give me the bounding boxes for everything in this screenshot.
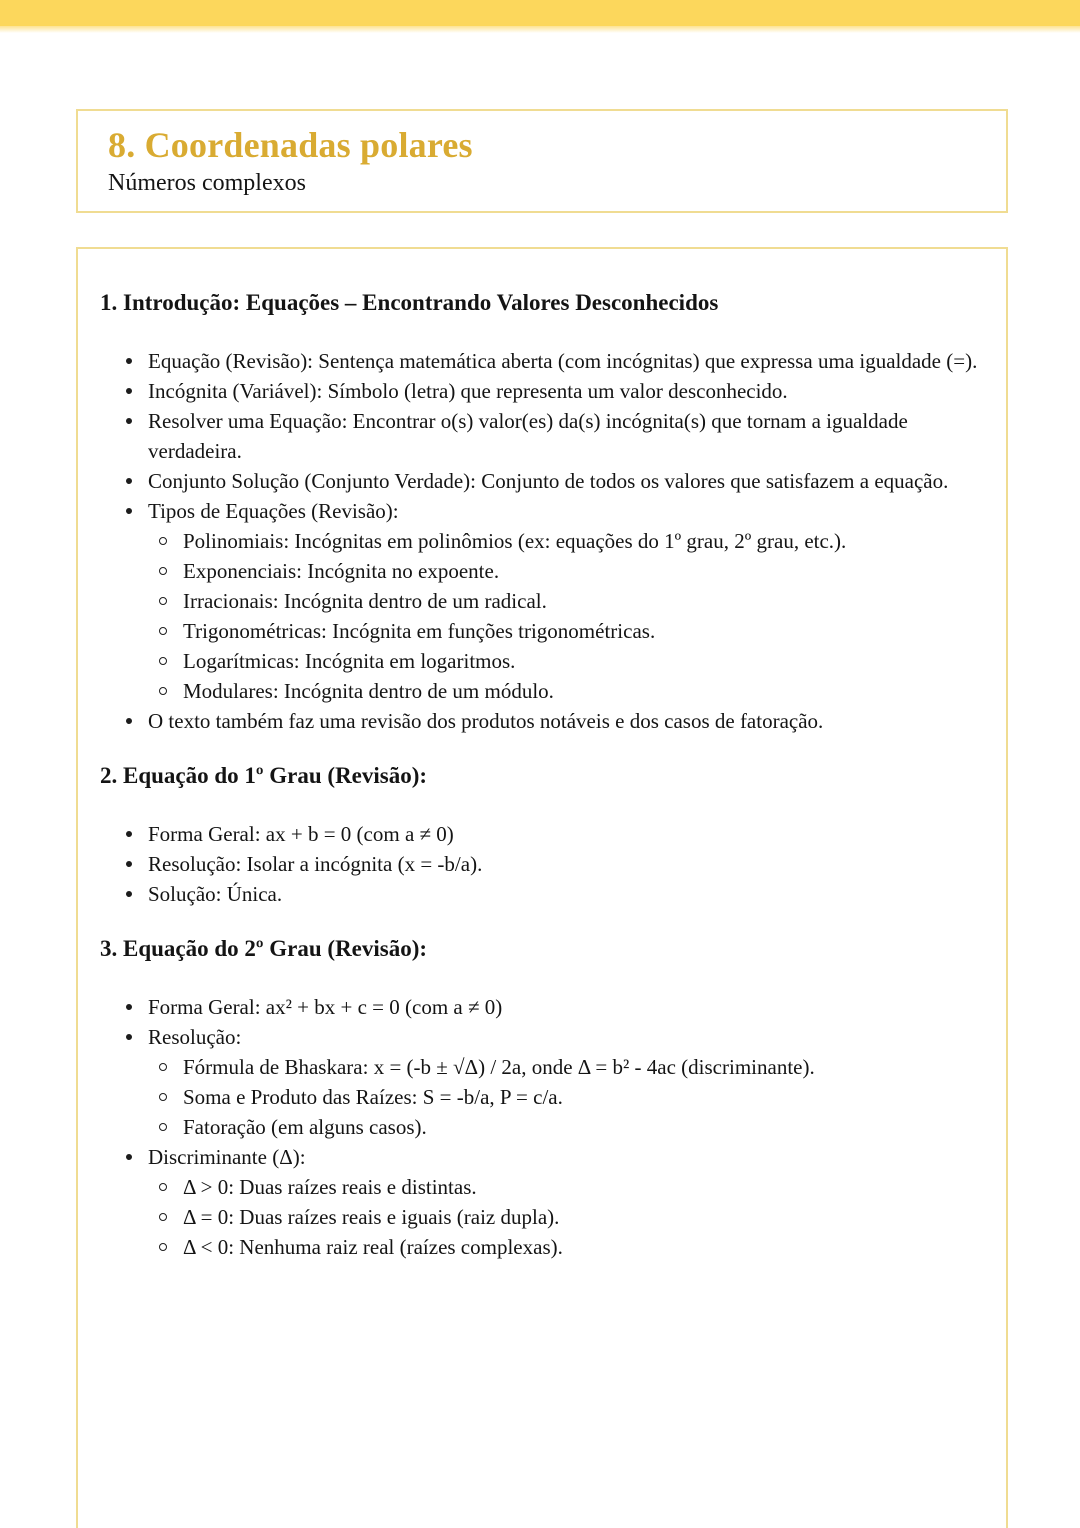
list-item-text: Tipos de Equações (Revisão): (148, 499, 399, 523)
list-item-text: Exponenciais: Incógnita no expoente. (183, 559, 500, 583)
accent-top-bar-fade (0, 26, 1080, 33)
list-item-text: Fatoração (em alguns casos). (183, 1115, 427, 1139)
list-item-text: Forma Geral: ax + b = 0 (com a ≠ 0) (148, 822, 454, 846)
bullet-list (100, 819, 980, 909)
circle-bullet-icon (159, 1063, 167, 1071)
list-item-text: Trigonométricas: Incógnita em funções trigonométricas. (183, 619, 656, 643)
list-item (100, 556, 980, 586)
list-item-text: Discriminante (Δ): (148, 1145, 306, 1169)
bullet-icon (126, 1004, 132, 1010)
bullet-icon (126, 478, 132, 484)
list-item (100, 406, 980, 466)
content-box (76, 247, 1008, 1528)
circle-bullet-icon (159, 1213, 167, 1221)
list-item (100, 1172, 980, 1202)
circle-bullet-icon (159, 687, 167, 695)
circle-bullet-icon (159, 657, 167, 665)
list-item-text: Fórmula de Bhaskara: x = (-b ± √Δ) / 2a, onde Δ = b² - 4ac (discriminante). (183, 1055, 815, 1079)
list-item-text: Polinomiais: Incógnitas em polinômios (ex: equações do 1º grau, 2º grau, etc.). (183, 529, 847, 553)
list-item (100, 346, 980, 376)
section-equacao-2-grau (100, 933, 980, 1262)
bullet-icon (126, 861, 132, 867)
list-item (100, 526, 980, 556)
circle-bullet-icon (159, 1093, 167, 1101)
list-item (100, 849, 980, 879)
bullet-icon (126, 1154, 132, 1160)
section-equacao-1-grau (100, 760, 980, 909)
title-box (76, 109, 1008, 213)
list-item (100, 616, 980, 646)
circle-bullet-icon (159, 627, 167, 635)
list-item-text: Resolução: Isolar a incógnita (x = -b/a). (148, 852, 483, 876)
bullet-icon (126, 418, 132, 424)
list-item (100, 586, 980, 616)
list-item (100, 466, 980, 496)
section-introducao (100, 287, 980, 736)
section-heading: 1. Introdução: Equações – Encontrando Valores Desconhecidos (100, 290, 719, 315)
list-item-text: Δ < 0: Nenhuma raiz real (raízes complexas). (183, 1235, 563, 1259)
list-item-text: Incógnita (Variável): Símbolo (letra) que representa um valor desconhecido. (148, 379, 788, 403)
list-item-text: Logarítmicas: Incógnita em logaritmos. (183, 649, 516, 673)
list-item-text: Resolução: (148, 1025, 242, 1049)
bullet-icon (126, 1034, 132, 1040)
list-item-text: Conjunto Solução (Conjunto Verdade): Conjunto de todos os valores que satisfazem a equação. (148, 469, 949, 493)
bullet-icon (126, 388, 132, 394)
bullet-list (100, 346, 980, 736)
list-item (100, 376, 980, 406)
list-item (100, 879, 980, 909)
list-item-text: Soma e Produto das Raízes: S = -b/a, P = c/a. (183, 1085, 563, 1109)
section-heading: 3. Equação do 2º Grau (Revisão): (100, 936, 428, 961)
circle-bullet-icon (159, 1183, 167, 1191)
bullet-icon (126, 831, 132, 837)
bullet-list (100, 992, 980, 1262)
list-item (100, 1052, 980, 1082)
circle-bullet-icon (159, 1243, 167, 1251)
bullet-icon (126, 508, 132, 514)
bullet-icon (126, 718, 132, 724)
list-item-text: Modulares: Incógnita dentro de um módulo. (183, 679, 554, 703)
list-item (100, 1112, 980, 1142)
bullet-icon (126, 358, 132, 364)
list-item-text: O texto também faz uma revisão dos produtos notáveis e dos casos de fatoração. (148, 709, 824, 733)
list-item-text: Δ = 0: Duas raízes reais e iguais (raiz dupla). (183, 1205, 560, 1229)
list-item (100, 1142, 980, 1172)
list-item (100, 676, 980, 706)
accent-top-bar (0, 0, 1080, 26)
list-item (100, 706, 980, 736)
list-item-text: Δ > 0: Duas raízes reais e distintas. (183, 1175, 477, 1199)
list-item-text: Resolver uma Equação: Encontrar o(s) valor(es) da(s) incógnita(s) que tornam a igualdade verdadeira. (148, 409, 908, 463)
circle-bullet-icon (159, 567, 167, 575)
list-item-text: Forma Geral: ax² + bx + c = 0 (com a ≠ 0) (148, 995, 503, 1019)
list-item (100, 1022, 980, 1052)
page-subtitle: Números complexos (108, 170, 306, 196)
circle-bullet-icon (159, 597, 167, 605)
page-title: 8. Coordenadas polares (108, 125, 473, 165)
list-item-text: Equação (Revisão): Sentença matemática aberta (com incógnitas) que expressa uma igualdade (=). (148, 349, 978, 373)
list-item-text: Irracionais: Incógnita dentro de um radical. (183, 589, 547, 613)
list-item (100, 1082, 980, 1112)
section-heading: 2. Equação do 1º Grau (Revisão): (100, 763, 428, 788)
list-item (100, 1202, 980, 1232)
circle-bullet-icon (159, 1123, 167, 1131)
list-item-text: Solução: Única. (148, 882, 283, 906)
bullet-icon (126, 891, 132, 897)
list-item (100, 992, 980, 1022)
circle-bullet-icon (159, 537, 167, 545)
list-item (100, 496, 980, 526)
list-item (100, 1232, 980, 1262)
list-item (100, 646, 980, 676)
list-item (100, 819, 980, 849)
